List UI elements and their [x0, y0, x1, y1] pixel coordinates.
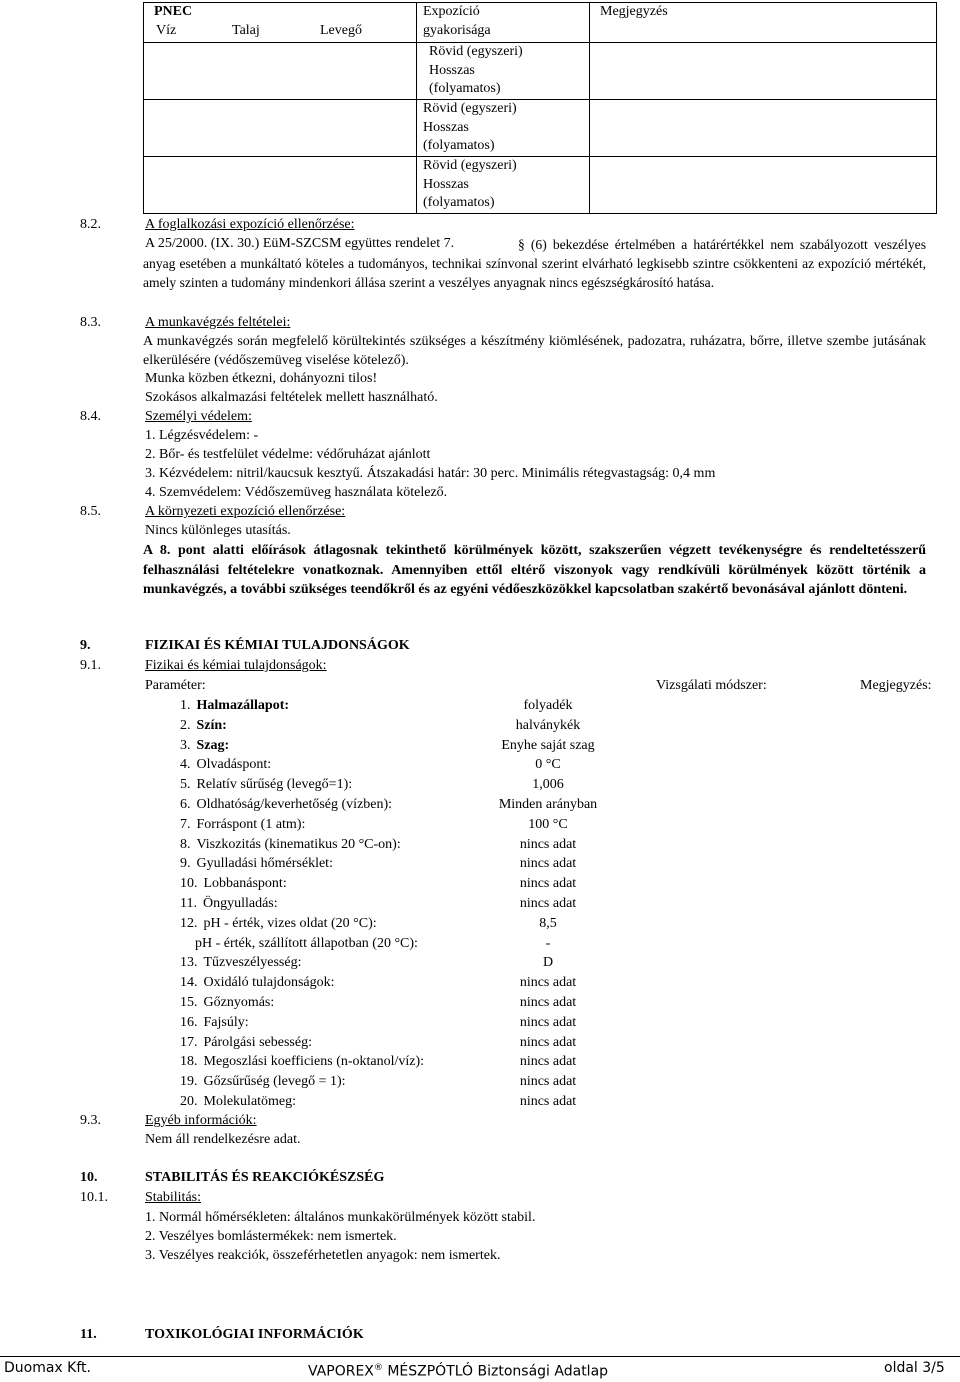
exposure-long: Hosszas — [429, 62, 475, 78]
props-note-header: Megjegyzés: — [860, 678, 932, 693]
property-name: Szag: — [196, 737, 230, 753]
section-8-5-number: 8.5. — [80, 504, 101, 519]
exposure-header: Expozíció gyakorisága — [423, 4, 491, 38]
footer-doc-title-brand: VAPOREX — [308, 1363, 374, 1380]
property-name: Gyulladási hőmérséklet: — [196, 856, 333, 872]
stability-item: 2. Veszélyes bomlástermékek: nem ismertek. — [145, 1229, 397, 1244]
property-number: 19. — [180, 1074, 198, 1090]
property-name: Olvadáspont: — [196, 757, 272, 773]
note-header: Megjegyzés — [600, 4, 668, 19]
footer-page-number: oldal 3/5 — [884, 1360, 945, 1376]
section-9-3-title: Egyéb információk: — [145, 1113, 257, 1128]
property-name: Párolgási sebesség: — [203, 1034, 312, 1050]
property-name: Gőzsűrűség (levegő = 1): — [203, 1074, 346, 1090]
property-value: nincs adat — [519, 975, 577, 991]
section-9-3-text: Nem áll rendelkezésre adat. — [145, 1132, 301, 1147]
property-value: halványkék — [515, 717, 581, 733]
property-label — [180, 697, 289, 715]
property-label — [180, 737, 229, 755]
property-value: nincs adat — [519, 1054, 577, 1070]
note-cell — [590, 157, 937, 214]
section-8-4-title: Személyi védelem: — [145, 409, 252, 424]
footer-registered-mark: ® — [373, 1363, 383, 1373]
property-name: Viszkozitás (kinematikus 20 °C-on): — [196, 836, 401, 852]
method-header: Vizsgálati módszer: — [656, 678, 767, 693]
property-label — [180, 954, 301, 972]
property-value: nincs adat — [519, 876, 577, 892]
property-name: Megoszlási koefficiens (n-oktanol/víz): — [203, 1054, 425, 1070]
property-name: Gőznyomás: — [203, 995, 275, 1010]
property-label — [180, 1053, 424, 1071]
ppe-item: 1. Légzésvédelem: - — [145, 428, 259, 443]
section-8-5-bold-paragraph: A 8. pont alatti előírások átlagosnak tekinthető körülmények között, szakszerűen végzett tevékenységre és rendeltetésszerű felhasználási feltételekre vonatkoznak. Amennyiben ettől eltérő viszonyok vagy rendkívüli körülmények között történik a munkavégzés, a további szükséges teendőkről és az egyéni védőeszközökkel kapcsolatban szakértő bevonásával ajánlott dönteni. — [143, 543, 926, 597]
property-number: 15. — [180, 995, 198, 1010]
property-value: nincs adat — [519, 1094, 577, 1109]
pnec-subheaders — [144, 22, 416, 41]
pnec-subheader-viz: Víz — [156, 22, 177, 38]
property-name: pH - érték, vizes oldat (20 °C): — [203, 915, 377, 931]
stability-item: 3. Veszélyes reakciók, összeférhetetlen anyagok: nem ismertek. — [145, 1248, 501, 1263]
section-8-2-line1: A 25/2000. (IX. 30.) EüM-SZCSM együttes rendelet 7. — [145, 236, 455, 251]
property-number: 17. — [180, 1034, 198, 1050]
property-label — [180, 816, 305, 834]
property-number: 1. — [180, 698, 191, 713]
footer-doc-title-rest: MÉSZPÓTLÓ Biztonsági Adatlap — [382, 1363, 609, 1380]
property-name: Lobbanáspont: — [203, 876, 287, 892]
section-10-number: 10. — [80, 1170, 98, 1185]
property-name: Oldhatóság/keverhetőség (vízben): — [196, 797, 393, 812]
property-value: nincs adat — [519, 896, 577, 911]
property-number: 6. — [180, 797, 191, 812]
pnec-row — [144, 100, 937, 157]
pnec-value-cell — [144, 100, 417, 157]
exposure-long-note: (folyamatos) — [423, 138, 495, 153]
section-8-3-line3: Szokásos alkalmazási feltételek mellett használható. — [145, 390, 438, 405]
property-label — [180, 895, 278, 913]
exposure-header-cell — [417, 3, 590, 43]
exposure-long-note: (folyamatos) — [429, 81, 501, 96]
property-number: 5. — [180, 777, 191, 793]
property-value: 8,5 — [539, 915, 557, 931]
property-number: 20. — [180, 1094, 198, 1109]
section-8-3-title: A munkavégzés feltételei: — [145, 315, 291, 330]
exposure-cell — [417, 100, 590, 157]
property-name: Oxidáló tulajdonságok: — [203, 975, 335, 991]
section-9-number: 9. — [80, 638, 91, 653]
exposure-short: Rövid (egyszeri) — [429, 44, 523, 59]
footer-divider — [0, 1356, 960, 1357]
exposure-short: Rövid (egyszeri) — [423, 158, 517, 173]
section-8-5-line1: Nincs különleges utasítás. — [145, 523, 291, 538]
section-9-1-title: Fizikai és kémiai tulajdonságok: — [145, 658, 327, 673]
property-value: nincs adat — [519, 1014, 577, 1030]
section-9-title: FIZIKAI ÉS KÉMIAI TULAJDONSÁGOK — [145, 638, 410, 653]
property-label — [180, 1014, 249, 1032]
section-8-3-paragraph: A munkavégzés során megfelelő körültekintés szükséges a készítmény kiömlésének, padozatra, ruházatra, bőrre, illetve szembe jutásának elkerülésére (védőszemüveg viselése kötelező). — [143, 334, 926, 368]
property-label — [180, 855, 333, 873]
property-label — [180, 776, 352, 794]
property-value: 1,006 — [532, 777, 564, 793]
property-label — [180, 1073, 346, 1091]
property-name: Halmazállapot: — [196, 698, 290, 713]
section-8-3-line2: Munka közben étkezni, dohányozni tilos! — [145, 371, 378, 386]
property-label — [180, 717, 227, 735]
property-label — [180, 836, 401, 854]
section-10-title: STABILITÁS ÉS REAKCIÓKÉSZSÉG — [145, 1170, 385, 1185]
property-number: 12. — [180, 915, 198, 931]
property-label — [180, 974, 335, 992]
param-header: Paraméter: — [145, 678, 206, 693]
property-number: 8. — [180, 836, 191, 852]
note-cell — [590, 43, 937, 100]
property-name: Fajsúly: — [203, 1014, 249, 1030]
property-label — [180, 875, 287, 893]
note-cell — [590, 100, 937, 157]
exposure-short: Rövid (egyszeri) — [423, 101, 517, 116]
property-value: - — [545, 935, 551, 951]
ppe-item: 2. Bőr- és testfelület védelme: védőruházat ajánlott — [145, 447, 431, 462]
property-name: Forráspont (1 atm): — [196, 816, 306, 832]
property-value: nincs adat — [519, 856, 577, 872]
pnec-row — [144, 157, 937, 214]
property-number: 7. — [180, 816, 191, 832]
property-number: 18. — [180, 1054, 198, 1070]
property-name: Molekulatömeg: — [203, 1094, 297, 1109]
property-name: pH - érték, szállított állapotban (20 °C): — [195, 935, 418, 951]
property-label — [180, 1034, 312, 1052]
ppe-item: 3. Kézvédelem: nitril/kaucsuk kesztyű. Átszakadási határ: 30 perc. Minimális rétegvastagság: 0,4 mm — [145, 466, 716, 481]
property-value: nincs adat — [519, 1034, 577, 1050]
exposure-long: Hosszas — [423, 119, 469, 135]
pnec-subheader-talaj: Talaj — [232, 22, 260, 38]
property-name: Öngyulladás: — [202, 896, 278, 911]
property-label — [180, 994, 274, 1012]
section-10-1-number: 10.1. — [80, 1190, 108, 1205]
property-number: 2. — [180, 717, 191, 733]
property-name: Tűzveszélyesség: — [203, 955, 302, 971]
property-label — [180, 756, 271, 774]
section-8-2-title: A foglalkozási expozíció ellenőrzése: — [145, 217, 355, 232]
property-number: 3. — [180, 737, 191, 753]
exposure-long-note: (folyamatos) — [423, 195, 495, 210]
property-label — [180, 1093, 296, 1111]
pnec-subheader-levego: Levegő — [320, 22, 362, 38]
property-label — [195, 935, 418, 953]
property-number: 9. — [180, 856, 191, 872]
pnec-row — [144, 43, 937, 100]
section-8-5-title: A környezeti expozíció ellenőrzése: — [145, 504, 346, 519]
property-value: folyadék — [523, 698, 573, 713]
property-value: nincs adat — [519, 836, 577, 852]
exposure-cell — [417, 157, 590, 214]
property-number: 10. — [180, 876, 198, 892]
property-value: Enyhe saját szag — [501, 737, 595, 753]
section-8-4-number: 8.4. — [80, 409, 101, 424]
property-label — [180, 915, 377, 933]
section-9-1-number: 9.1. — [80, 658, 101, 673]
section-8-2-paragraph: § (6) bekezdése értelmében a határértékkel nem szabályozott veszélyes anyag esetében a munkáltató köteles a tudományos, technikai színvonal szerint elvárható legkisebb szintre csökkenteni az expozíció mértékét, amely szinten a tudomány mindenkori állása szerint a veszélyes anyagnak nincs egészségkárosító hatása. — [143, 237, 926, 290]
section-11-number: 11. — [80, 1327, 97, 1342]
exposure-cell — [417, 43, 590, 100]
exposure-long: Hosszas — [423, 176, 469, 192]
property-name: Relatív sűrűség (levegő=1): — [196, 777, 353, 793]
property-value: Minden arányban — [498, 797, 598, 812]
property-value: nincs adat — [519, 1074, 577, 1090]
property-number: 11. — [180, 896, 197, 911]
footer-company: Duomax Kft. — [4, 1360, 91, 1376]
property-number: 13. — [180, 955, 198, 971]
property-label — [180, 796, 392, 814]
property-number: 4. — [180, 757, 191, 773]
pnec-table — [143, 2, 937, 214]
property-number: 14. — [180, 975, 198, 991]
section-10-1-title: Stabilitás: — [145, 1190, 201, 1205]
section-8-3-number: 8.3. — [80, 315, 101, 330]
pnec-header-cell — [144, 3, 417, 43]
section-9-3-number: 9.3. — [80, 1113, 101, 1128]
property-name: Szín: — [196, 717, 227, 733]
section-11-title: TOXIKOLÓGIAI INFORMÁCIÓK — [145, 1327, 364, 1342]
property-number: 16. — [180, 1014, 198, 1030]
section-8-2-number: 8.2. — [80, 217, 101, 232]
ppe-item: 4. Szemvédelem: Védőszemüveg használata kötelező. — [145, 485, 448, 500]
property-value: nincs adat — [519, 995, 577, 1010]
footer-doc-title — [308, 1358, 608, 1382]
pnec-value-cell — [144, 43, 417, 100]
pnec-value-cell — [144, 157, 417, 214]
property-value: D — [542, 955, 554, 971]
note-header-cell — [590, 3, 937, 43]
property-value: 100 °C — [528, 816, 568, 832]
stability-item: 1. Normál hőmérsékleten: általános munkakörülmények között stabil. — [145, 1210, 536, 1225]
property-value: 0 °C — [535, 757, 561, 773]
pnec-label: PNEC — [154, 4, 193, 19]
